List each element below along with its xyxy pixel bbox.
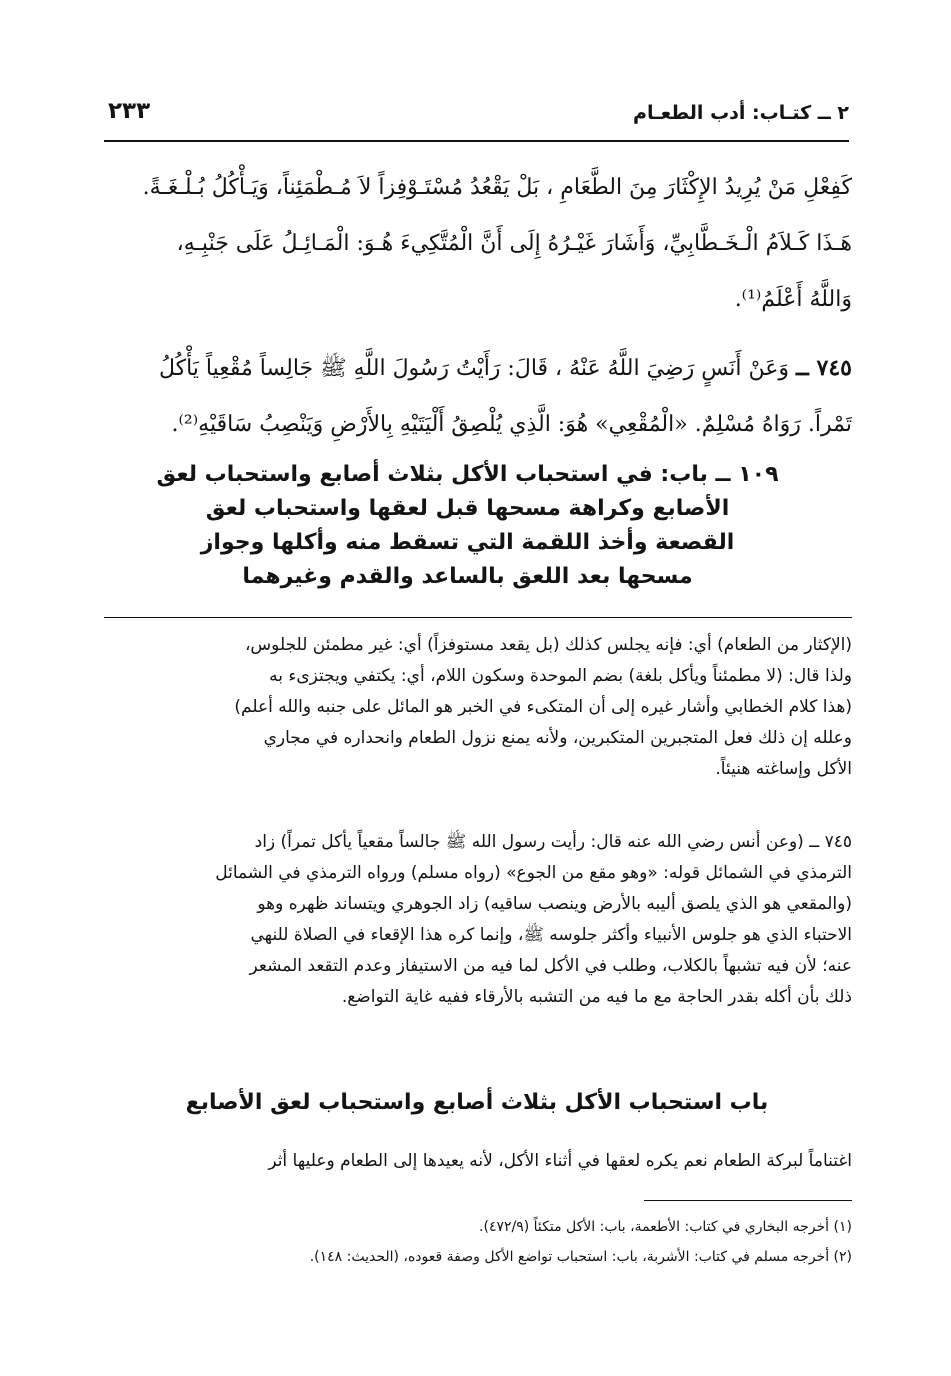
hadith-line [102,340,852,397]
chapter-line: الأصابع وكراهة مسحها قبل لعقها واستحباب لعق [205,496,730,521]
commentary-line: الترمذي في الشمائل قوله: «وهو مقع من الجوع» (رواه مسلم) ورواه الترمذي في الشمائل [215,863,852,883]
commentary-line: ٧٤٥ ــ (وعن أنس رضي الله عنه قال: رأيت رسول الله ﷺ جالساً مقعياً يأكل تمراً) زاد [254,832,852,852]
matn-line: هَـذَا كَـلاَمُ الْـخَـطَّابِيِّ، وَأَشَارَ غَيْـرُهُ إِلَى أَنَّ الْمُتَّكِيءَ هُـوَ: الْمَـائِـلُ عَلَى جَنْبِـهِ، [176,231,852,256]
chapter-heading-109 [140,458,795,594]
header-divider [104,140,849,142]
commentary-line: الاحتباء الذي هو جلوس الأنبياء وأكثر جلوسه ﷺ، وإنما كره هذا الإقعاء في الصلاة للنهي [250,925,852,945]
page-header [104,96,849,136]
commentary-line: (هذا كلام الخطابي وأشار غيره إلى أن المتكىء في الخبر هو المائل على جنبه والله أعلم) [234,697,852,717]
matn-continuation [102,160,852,328]
footnote-1: (١) أخرجه البخاري في كتاب: الأطعمة، باب: الأكل متكئاً (٤٧٢/٩). [479,1219,852,1235]
footnotes [102,1212,852,1272]
commentary-line: عنه؛ لأن فيه تشبهاً بالكلاب، وطلب في الأكل لما فيه من الاستيفاز وعدم التقعد المشعر [249,956,852,976]
chapter-line: ١٠٩ ــ باب: في استحباب الأكل بثلاث أصابع واستحباب لعق [156,462,779,487]
running-title: ٢ ــ كتـاب: أدب الطعـام [633,102,849,124]
commentary-line: ولذا قال: (لا مطمئناً ويأكل بلغة) بضم الموحدة وسكون اللام، أي: يكتفي ويجتزىء به [269,666,852,686]
chapter-line: مسحها بعد اللعق بالساعد والقدم وغيرهما [242,564,693,589]
hadith-745 [102,340,852,453]
footnote-2: (٢) أخرجه مسلم في كتاب: الأشربة، باب: استحباب تواضع الأكل وصفة قعوده، (الحديث: ١٤٨). [309,1249,852,1265]
commentary-block-1 [102,630,852,785]
matn-line: كَفِعْلِ مَنْ يُرِيدُ الإِكْثَارَ مِنَ الطَّعَامِ ، بَلْ يَقْعُدُ مُسْتَـوْفِزاً لاَ مُـطْمَئِناً، وَيَـأْكُلُ بُـلْـغَـةً. [142,175,852,200]
commentary-line: الأكل وإساغته هنيئاً. [715,759,852,779]
section-line: اغتناماً لبركة الطعام نعم يكره لعقها في أثناء الأكل، لأنه يعيدها إلى الطعام وعليها أثر [268,1151,852,1171]
commentary-divider [104,617,852,618]
matn-line: وَاللَّهُ أَعْلَمُ⁽¹⁾. [734,287,852,312]
footnote-divider [644,1200,852,1201]
chapter-line: القصعة وأخذ اللقمة التي تسقط منه وأكلها وجواز [200,530,735,555]
page-number: ٢٣٣ [108,98,151,124]
commentary-line: (والمقعي هو الذي يلصق أليبه بالأرض وينصب ساقيه) زاد الجوهري ويتساند ظهره وهو [257,894,852,914]
section-heading: باب استحباب الأكل بثلاث أصابع واستحباب لعق الأصابع [185,1090,769,1115]
hadith-number: ٧٤٥ ــ [795,355,852,381]
commentary-line: وعلله إن ذلك فعل المتجبرين المتكبرين، ولأنه يمنع نزول الطعام وانحداره في مجاري [263,728,852,748]
hadith-text: وَعَنْ أَنَسٍ رَضِيَ اللَّهُ عَنْهُ ، قَالَ: رَأَيْتُ رَسُولَ اللَّهِ ﷺ جَالِساً مُقْعِياً يَأْكُلُ [158,356,789,381]
hadith-line: تَمْراً. رَوَاهُ مُسْلِمٌ. «الْمُقْعِي» هُوَ: الَّذِي يُلْصِقُ أَلْيَتَيْهِ بِالأَرْضِ وَيَنْصِبُ سَاقَيْهِ⁽²⁾. [171,412,852,437]
commentary-line: ذلك بأن أكله بقدر الحاجة مع ما فيه من التشبه بالأرقاء ففيه غاية التواضع. [341,987,852,1007]
commentary-block-2 [102,827,852,1013]
commentary-line: (الإكثار من الطعام) أي: فإنه يجلس كذلك (بل يقعد مستوفزاً) أي: غير مطمئن للجلوس، [244,635,852,655]
section-text [102,1146,852,1177]
